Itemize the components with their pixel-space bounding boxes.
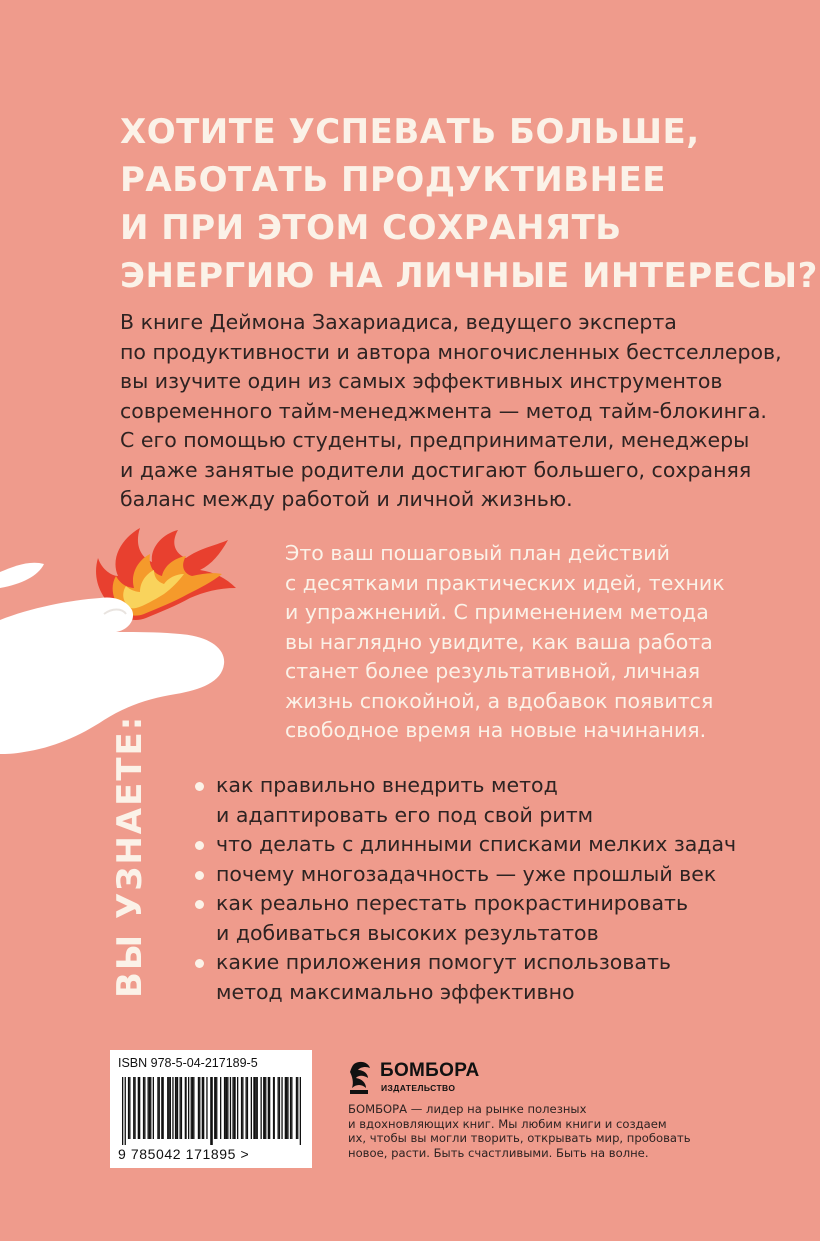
barcode-digits: 9 785042 171895 > xyxy=(118,1146,250,1162)
barcode-bar xyxy=(257,1077,258,1139)
barcode-bar xyxy=(269,1077,270,1139)
barcode-bar xyxy=(143,1077,144,1139)
list-item-line: и адаптировать его под свой ритм xyxy=(216,802,594,827)
intro-line: В книге Деймона Захариадиса, ведущего эксперта xyxy=(120,310,677,334)
barcode-bar xyxy=(163,1077,164,1139)
barcode-bar xyxy=(285,1077,286,1139)
barcode-bar xyxy=(214,1077,216,1139)
barcode-bar xyxy=(291,1077,292,1139)
intro-line: С его помощью студенты, предприниматели, менеджеры xyxy=(120,428,750,452)
barcode-bar xyxy=(192,1077,193,1139)
intro-line: современного тайм-менеджмента — метод тайм-блокинга. xyxy=(120,398,767,423)
barcode-bar xyxy=(253,1077,255,1139)
barcode-bar xyxy=(149,1077,150,1139)
barcode-bar xyxy=(297,1077,298,1139)
intro-line: по продуктивности и автора многочисленных бестселлеров, xyxy=(120,339,782,364)
plan-line: вы наглядно увидите, как ваша работа xyxy=(285,629,713,654)
barcode-bar xyxy=(232,1077,233,1139)
list-item-line: почему многозадачность — уже прошлый век xyxy=(216,861,717,886)
barcode-bar xyxy=(230,1077,231,1139)
barcode-bar xyxy=(199,1077,200,1139)
plan-line: Это ваш пошаговый план действий xyxy=(285,541,670,565)
barcode-bar xyxy=(138,1077,139,1139)
barcode-bar xyxy=(247,1077,248,1139)
headline-line: И ПРИ ЭТОМ СОХРАНЯТЬ xyxy=(120,208,622,248)
barcode-bar xyxy=(159,1077,160,1139)
barcode-bar xyxy=(150,1077,151,1139)
plan-line: и упражнений. С применением метода xyxy=(285,600,709,624)
list-item-line: какие приложения помогут использовать xyxy=(216,950,671,974)
barcode-bar xyxy=(212,1077,213,1145)
list-item-line: как правильно внедрить метод xyxy=(216,773,558,797)
barcode-bar xyxy=(122,1077,123,1145)
publisher-logo xyxy=(348,1060,478,1096)
barcode-bar xyxy=(203,1077,204,1139)
barcode-bar xyxy=(181,1077,182,1139)
list-item xyxy=(192,948,736,1007)
barcode-bar xyxy=(191,1077,192,1139)
barcode-bar xyxy=(263,1077,265,1139)
barcode-bar xyxy=(188,1077,189,1139)
barcode-bar xyxy=(139,1077,140,1139)
bullet-icon xyxy=(195,900,204,909)
isbn-label: ISBN 978-5-04-217189-5 xyxy=(118,1056,258,1070)
barcode-bar xyxy=(226,1077,227,1139)
blurb-line: БОМБОРА — лидер на рынке полезных xyxy=(348,1102,587,1116)
barcode-bar xyxy=(251,1077,252,1139)
barcode-bar xyxy=(210,1077,211,1145)
learn-list xyxy=(192,771,736,1007)
bullet-icon xyxy=(195,841,204,850)
plan-line: станет более результативной, личная xyxy=(285,659,701,683)
publisher-blurb xyxy=(348,1102,691,1160)
plan-paragraph xyxy=(285,539,725,746)
barcode-bar xyxy=(133,1077,134,1139)
barcode-bar xyxy=(202,1077,203,1139)
barcode-bar xyxy=(185,1077,187,1139)
list-item-line: и добиваться высоких результатов xyxy=(216,920,599,945)
barcode-bar xyxy=(216,1077,217,1139)
list-item-line: что делать с длинными списками мелких задач xyxy=(216,832,737,856)
barcode-bar xyxy=(237,1077,238,1139)
barcode-bar xyxy=(224,1077,226,1139)
barcode-bar xyxy=(148,1077,149,1139)
barcode-bar xyxy=(167,1077,168,1139)
barcode-bar xyxy=(265,1077,266,1139)
publisher-name: БОМБОРА xyxy=(380,1060,480,1081)
barcode-bar xyxy=(128,1077,129,1139)
headline xyxy=(120,108,818,300)
bullet-icon xyxy=(195,871,204,880)
barcode-bar xyxy=(261,1077,262,1139)
intro-line: баланс между работой и личной жизнью. xyxy=(120,487,573,511)
barcode-bar xyxy=(227,1077,228,1139)
barcode-bar xyxy=(193,1077,194,1139)
plan-line: свободное время на новые начинания. xyxy=(285,718,707,742)
bombora-logo-icon xyxy=(348,1060,376,1096)
barcode-bar xyxy=(286,1077,287,1139)
barcode-bar xyxy=(206,1077,207,1139)
blurb-line: новое, расти. Быть счастливыми. Быть на волне. xyxy=(348,1145,649,1160)
barcode xyxy=(118,1077,304,1145)
side-label-you-will-learn: ВЫ УЗНАЕТЕ: xyxy=(110,714,150,998)
barcode-bar xyxy=(296,1077,297,1139)
list-item-line: метод максимально эффективно xyxy=(216,979,575,1004)
barcode-bar xyxy=(198,1077,199,1139)
list-item-line: как реально перестать прокрастинировать xyxy=(216,891,689,915)
barcode-bar xyxy=(281,1077,282,1139)
bullet-icon xyxy=(195,782,204,791)
barcode-bar xyxy=(153,1077,154,1139)
barcode-bar xyxy=(157,1077,158,1139)
barcode-bar xyxy=(255,1077,256,1139)
list-item xyxy=(192,860,736,890)
headline-line: ЭНЕРГИЮ НА ЛИЧНЫЕ ИНТЕРЕСЫ? xyxy=(120,256,818,296)
headline-line: ХОТИТЕ УСПЕВАТЬ БОЛЬШЕ, xyxy=(120,112,700,152)
barcode-bar xyxy=(268,1077,269,1139)
intro-line: и даже занятые родители достигают большего, сохраняя xyxy=(120,457,752,482)
barcode-bar xyxy=(241,1077,242,1139)
barcode-bar xyxy=(234,1077,236,1139)
barcode-bar xyxy=(168,1077,169,1139)
barcode-bar xyxy=(246,1077,247,1139)
bullet-icon xyxy=(195,959,204,968)
blurb-line: и вдохновляющих книг. Мы любим книги и создаем xyxy=(348,1116,667,1131)
barcode-bar xyxy=(161,1077,162,1139)
publisher-subtitle: ИЗДАТЕЛЬСТВО xyxy=(381,1083,456,1093)
intro-paragraph xyxy=(120,308,782,515)
barcode-box xyxy=(110,1050,312,1168)
barcode-bar xyxy=(278,1077,279,1139)
barcode-bar xyxy=(125,1077,126,1145)
barcode-bar xyxy=(273,1077,275,1139)
list-item xyxy=(192,830,736,860)
barcode-bar xyxy=(175,1077,177,1139)
barcode-bar xyxy=(172,1077,173,1139)
barcode-bar xyxy=(144,1077,145,1139)
intro-line: вы изучите один из самых эффективных инструментов xyxy=(120,369,723,393)
list-item xyxy=(192,889,736,948)
barcode-bar xyxy=(134,1077,135,1139)
plan-line: с десятками практических идей, техник xyxy=(285,570,725,595)
barcode-bar xyxy=(180,1077,181,1139)
barcode-bar xyxy=(170,1077,171,1139)
barcode-bar xyxy=(300,1077,301,1145)
barcode-bar xyxy=(129,1077,130,1139)
headline-line: РАБОТАТЬ ПРОДУКТИВНЕЕ xyxy=(120,160,667,200)
barcode-bar xyxy=(220,1077,221,1139)
barcode-bar xyxy=(287,1077,288,1139)
blurb-line: их, чтобы вы могли творить, открывать мир, пробовать xyxy=(348,1131,691,1146)
barcode-bar xyxy=(242,1077,243,1139)
list-item xyxy=(192,771,736,830)
barcode-bar xyxy=(177,1077,178,1139)
barcode-bar xyxy=(279,1077,280,1139)
plan-line: жизнь спокойной, а вдобавок появится xyxy=(285,688,714,713)
barcode-bar xyxy=(290,1077,291,1139)
